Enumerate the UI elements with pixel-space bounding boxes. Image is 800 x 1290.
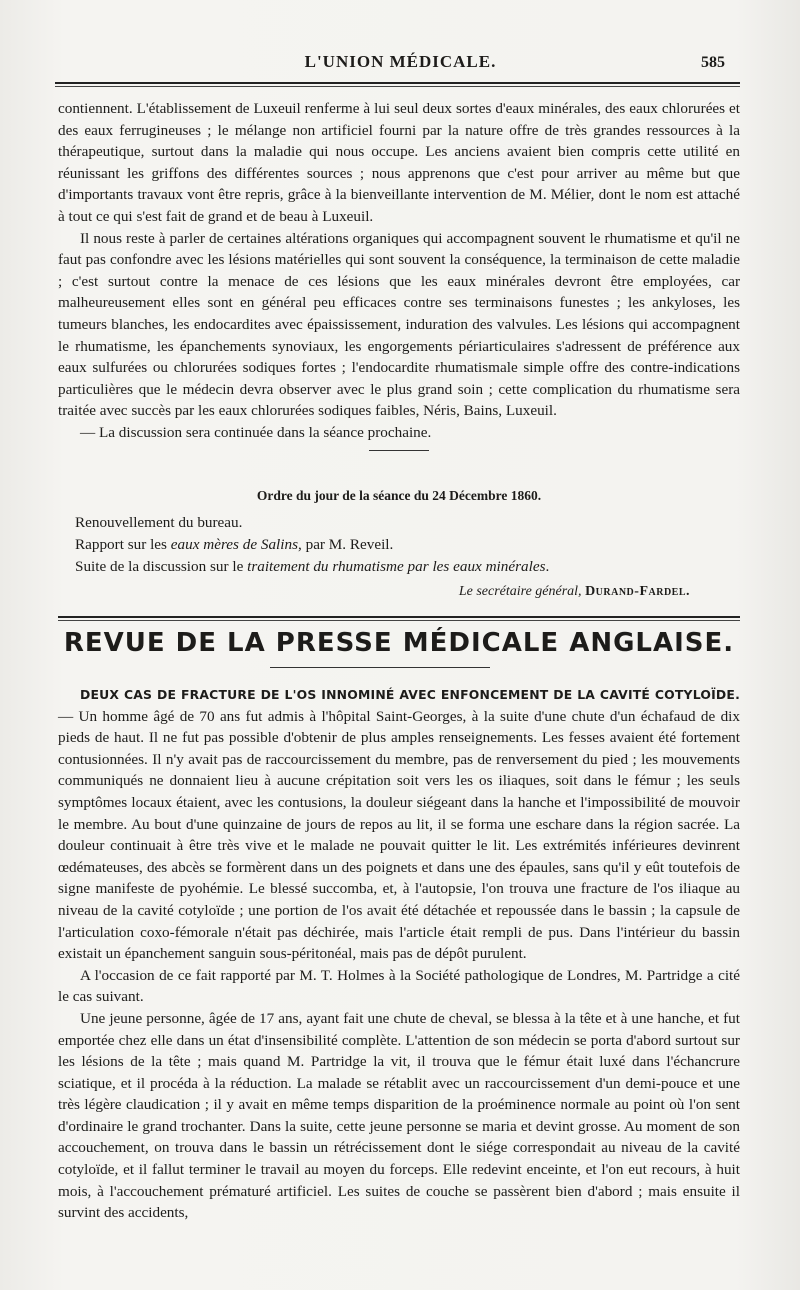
- agenda-emphasis: traitement du rhumatisme par les eaux minérales: [247, 558, 546, 575]
- agenda-text: Suite de la discussion sur le: [75, 558, 248, 575]
- agenda-title: Ordre du jour de la séance du 24 Décembre 1860.: [256, 488, 542, 503]
- section-rule: [58, 616, 740, 621]
- header-rule: [55, 82, 740, 87]
- signature-role: Le secrétaire général,: [458, 584, 586, 599]
- paragraph: [58, 684, 740, 965]
- paragraph-text: — Un homme âgé de 70 ans fut admis à l'hôpital Saint-Georges, à la suite d'une chute d'un échafaud de dix pieds de haut. Il ne fut pas possible d'obtenir de plus amples renseignements. Les fesses avaient été fortement contusionnées. Il n'y avait pas de raccourcissement du membre, pas de renversement du pied ; les mouvements communiqués ne donnaient lieu à aucune crépitation soit vers les os iliaques, soit dans le fémur ; les seuls symptômes locaux étaient, avec les contusions, la douleur siégeant dans la hanche et l'impossibilité de mouvoir le membre. Au bout d'une quinzaine de jours de repos au lit, il se forma une eschare dans la région sacrée. La douleur continuait à être très vive et le malade ne pouvait quitter le lit. Les extrémités inférieures devinrent œdémateuses, des abcès se formèrent dans un des poignets et dans une des épaules, sans qu'il y eût toutefois de signe manifeste de pyohémie. Le blessé succomba, et, à l'autopsie, l'on trouva une fracture de l'os iliaque au niveau de la cavité cotyloïde ; une portion de l'os avait été détachée et repoussée dans le bassin ; la capsule de l'articulation coxo-fémorale n'était pas déchirée, mais l'article était rempli de pus. Dans l'intérieur du bassin existait un épanchement sanguin sous-péritonéal, mais pas de dépôt purulent.: [58, 707, 740, 963]
- signature-name: Durand-Fardel.: [585, 584, 690, 599]
- article-subhead: DEUX CAS DE FRACTURE DE L'OS INNOMINÉ AVEC ENFONCEMENT DE LA CAVITÉ COTYLOÏDE.: [80, 687, 740, 702]
- signature: [459, 584, 690, 600]
- paragraph: Une jeune personne, âgée de 17 ans, ayant fait une chute de cheval, se blessa à la tête et à une hanche, et fut emportée chez elle dans un état d'insensibilité complète. L'attention de son médecin se porta d'abord surtout sur les lésions de la tête ; mais quand M. Partridge la vit, il trouva que le fémur était luxé dans l'échancrure sciatique, et il procéda à la réduction. La malade se rétablit avec un raccourcissement d'un demi-pouce et une très légère claudication ; il y avait en même temps disparition de la proéminence normale au point où l'on sent d'ordinaire le grand trochanter. Dans la suite, cette jeune personne se maria et devint grosse. Au moment de son accouchement, on trouva dans le bassin un rétrécissement dont le siége correspondait au niveau de la cavité cotyloïde, et il fallut terminer le travail au moyen du forceps. Elle redevint enceinte, et l'on eut recours, à huit mois, à l'accouchement prématuré artificiel. Les suites de couche se passèrent bien d'abord ; mais ensuite il survint des accidents,: [58, 1009, 740, 1222]
- agenda-text: Rapport sur les: [75, 536, 171, 553]
- paragraph: Il nous reste à parler de certaines altérations organiques qui accompagnent souvent le rhumatisme et qu'il ne faut pas confondre avec les lésions matérielles qui sont souvent la conséquence, la terminaison de cette maladie ; c'est surtout contre la menace de ces lésions que les eaux minérales devront être employées, car malheureusement elles sont en général peu efficaces contre ses terminaisons funestes ; les ankyloses, les tumeurs blanches, les endocardites avec épaississement, induration des valvules. Les lésions qui accompagnent le rhumatisme, les épanchements synoviaux, les engorgements périarticulaires s'adressent de préférence aux eaux sulfurées ou chlorurées sodiques fortes ; l'endocardite rhumatismale simple offre des contre-indications particulières que le médecin devra observer avec le plus grand soin ; cette complication du rhumatisme sera traitée avec succès par les eaux chlorurées sodiques faibles, Néris, Bains, Luxeuil.: [58, 229, 740, 420]
- agenda-item: Renouvellement du bureau.: [75, 514, 243, 531]
- agenda-text: , par M. Reveil.: [298, 536, 394, 553]
- paragraph: A l'occasion de ce fait rapporté par M. T. Holmes à la Société pathologique de Londres, M. Partridge a cité le cas suivant.: [58, 966, 740, 1006]
- paragraph: contiennent. L'établissement de Luxeuil renferme à lui seul deux sortes d'eaux minérales, des eaux chlorurées et des eaux ferrugineuses ; le mélange non artificiel fourni par la nature offre de très grandes ressources à la thérapeutique, surtout dans la maladie qui nous occupe. Les anciens avaient bien compris cette utilité en réunissant les griffons des différentes sources ; nous apprenons que c'est pour arriver au même but que d'importants travaux vont être repris, grâce à la bienveillante intervention de M. Mélier, dont le nom est attaché à tout ce qui s'est fait de grand et de beau à Luxeuil.: [58, 100, 740, 225]
- agenda-emphasis: eaux mères de Salins: [170, 536, 298, 553]
- section-luxeuil: [58, 98, 740, 457]
- discussion-note: — La discussion sera continuée dans la séance prochaine.: [80, 423, 432, 441]
- heading-underline: [270, 667, 490, 668]
- section-heading: REVUE DE LA PRESSE MÉDICALE ANGLAISE.: [63, 628, 735, 658]
- agenda-text: .: [545, 558, 550, 575]
- agenda-list: [75, 512, 740, 578]
- agenda-item: [75, 556, 740, 578]
- journal-title: L'UNION MÉDICALE.: [304, 52, 497, 71]
- running-header: [60, 52, 725, 72]
- page-number: 585: [701, 54, 725, 71]
- separator-rule: [369, 450, 429, 451]
- agenda-item: [75, 534, 740, 556]
- section-fracture: [58, 684, 740, 1224]
